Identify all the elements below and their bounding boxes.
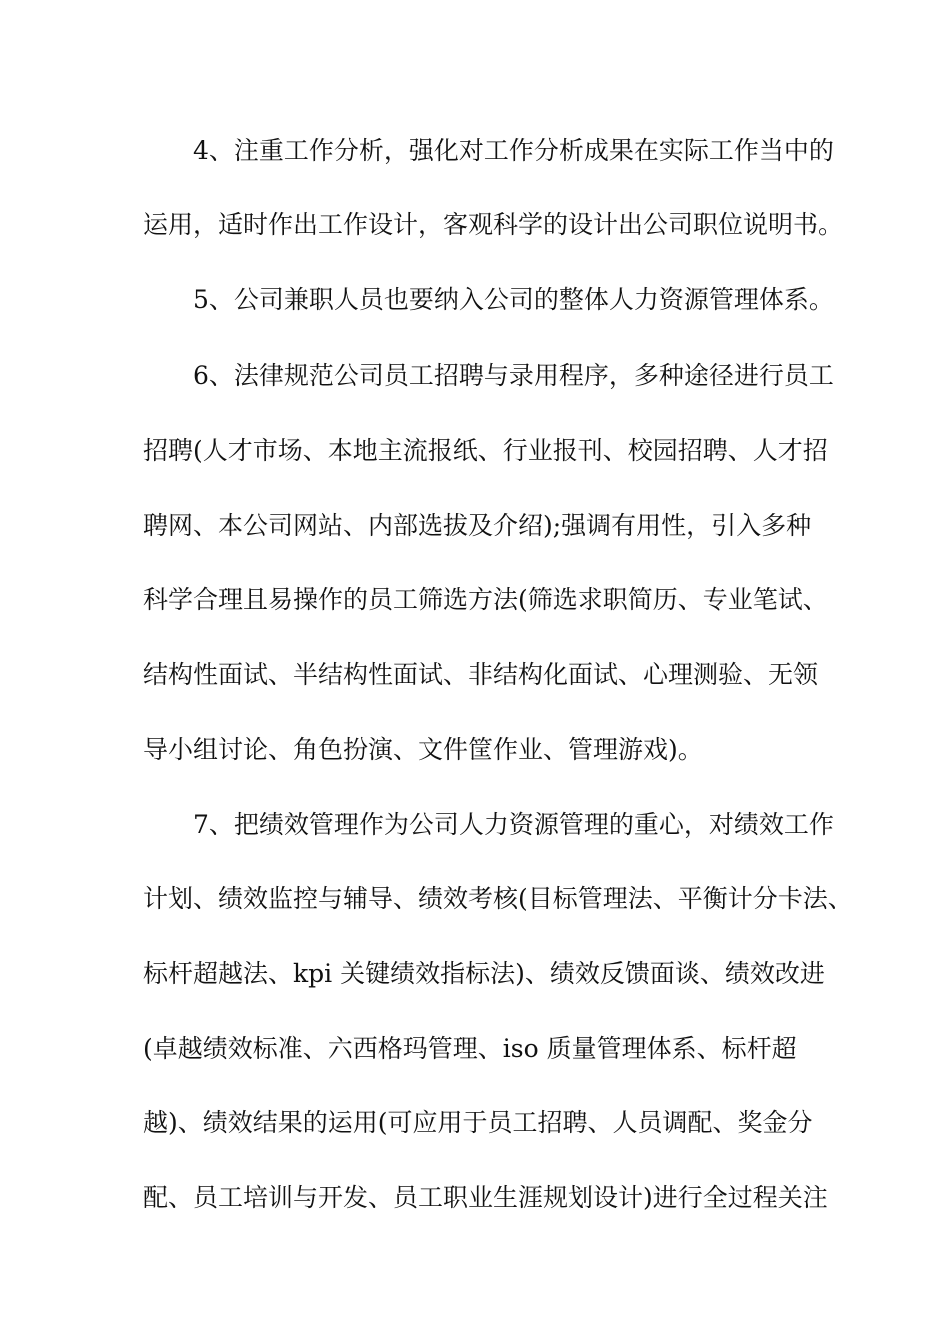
paragraph-6-line-1: 6、法律规范公司员工招聘与录用程序，多种途径进行员工 — [193, 361, 834, 390]
paragraph-7-line-6: 配、员工培训与开发、员工职业生涯规划设计)进行全过程关注 — [143, 1183, 828, 1212]
paragraph-6-line-2: 招聘(人才市场、本地主流报纸、行业报刊、校园招聘、人才招 — [143, 436, 828, 465]
paragraph-6-line-5: 结构性面试、半结构性面试、非结构化面试、心理测验、无领 — [143, 660, 819, 689]
paragraph-6-line-6: 导小组讨论、角色扮演、文件筐作业、管理游戏)。 — [143, 735, 703, 764]
paragraph-4-line-2: 运用，适时作出工作设计，客观科学的设计出公司职位说明书。 — [143, 210, 844, 239]
paragraph-7-line-1: 7、把绩效管理作为公司人力资源管理的重心，对绩效工作 — [193, 810, 834, 839]
paragraph-7-line-4: (卓越绩效标准、六西格玛管理、iso 质量管理体系、标杆超 — [143, 1034, 797, 1063]
paragraph-7-line-2: 计划、绩效监控与辅导、绩效考核(目标管理法、平衡计分卡法、 — [143, 884, 853, 913]
paragraph-7-line-3: 标杆超越法、kpi 关键绩效指标法)、绩效反馈面谈、绩效改进 — [143, 959, 825, 988]
paragraph-4-line-1: 4、注重工作分析，强化对工作分析成果在实际工作当中的 — [193, 136, 834, 165]
paragraph-7-line-5: 越)、绩效结果的运用(可应用于员工招聘、人员调配、奖金分 — [143, 1108, 813, 1137]
paragraph-5-line-1: 5、公司兼职人员也要纳入公司的整体人力资源管理体系。 — [193, 285, 834, 314]
paragraph-6-line-4: 科学合理且易操作的员工筛选方法(筛选求职简历、专业笔试、 — [143, 585, 828, 614]
paragraph-6-line-3: 聘网、本公司网站、内部选拔及介绍);强调有用性，引入多种 — [143, 511, 812, 540]
